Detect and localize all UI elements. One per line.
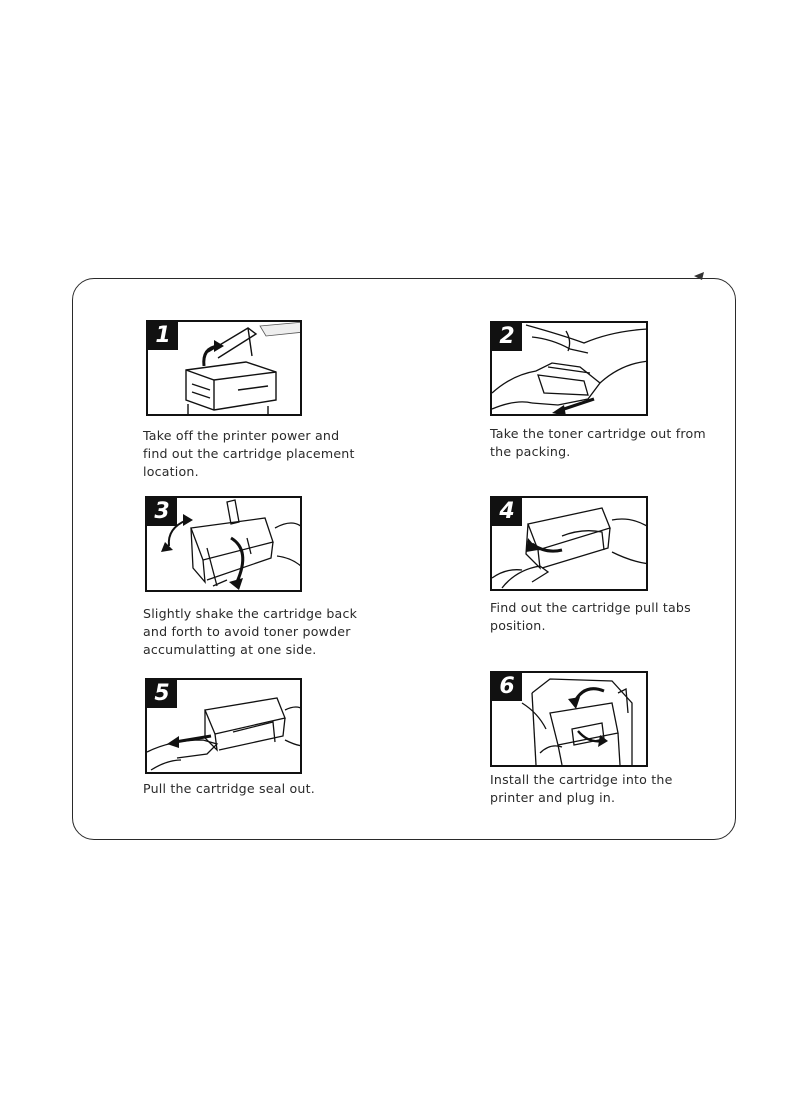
- step-3-number: 3: [147, 498, 177, 526]
- step-6-number: 6: [492, 673, 522, 701]
- step-5-illustration: [145, 678, 302, 774]
- step-2-caption: Take the toner cartridge out from the packing.: [490, 426, 706, 459]
- step-4-caption: Find out the cartridge pull tabs position.: [490, 600, 691, 633]
- step-1-caption: Take off the printer power and find out the cartridge placement location.: [143, 428, 355, 479]
- step-2-number: 2: [492, 323, 522, 351]
- step-5-caption: Pull the cartridge seal out.: [143, 781, 315, 796]
- step-5-number: 5: [147, 680, 177, 708]
- step-6-illustration: [490, 671, 648, 767]
- step-4-illustration: [490, 496, 648, 591]
- step-4-number: 4: [492, 498, 522, 526]
- step-3-illustration: [145, 496, 302, 592]
- step-1-illustration: [146, 320, 302, 416]
- step-6-caption: Install the cartridge into the printer and plug in.: [490, 772, 673, 805]
- step-2-illustration: [490, 321, 648, 416]
- step-1-number: 1: [148, 322, 178, 350]
- step-3-caption: Slightly shake the cartridge back and forth to avoid toner powder accumulatting at one side.: [143, 606, 358, 657]
- corner-tab-icon: [694, 272, 704, 282]
